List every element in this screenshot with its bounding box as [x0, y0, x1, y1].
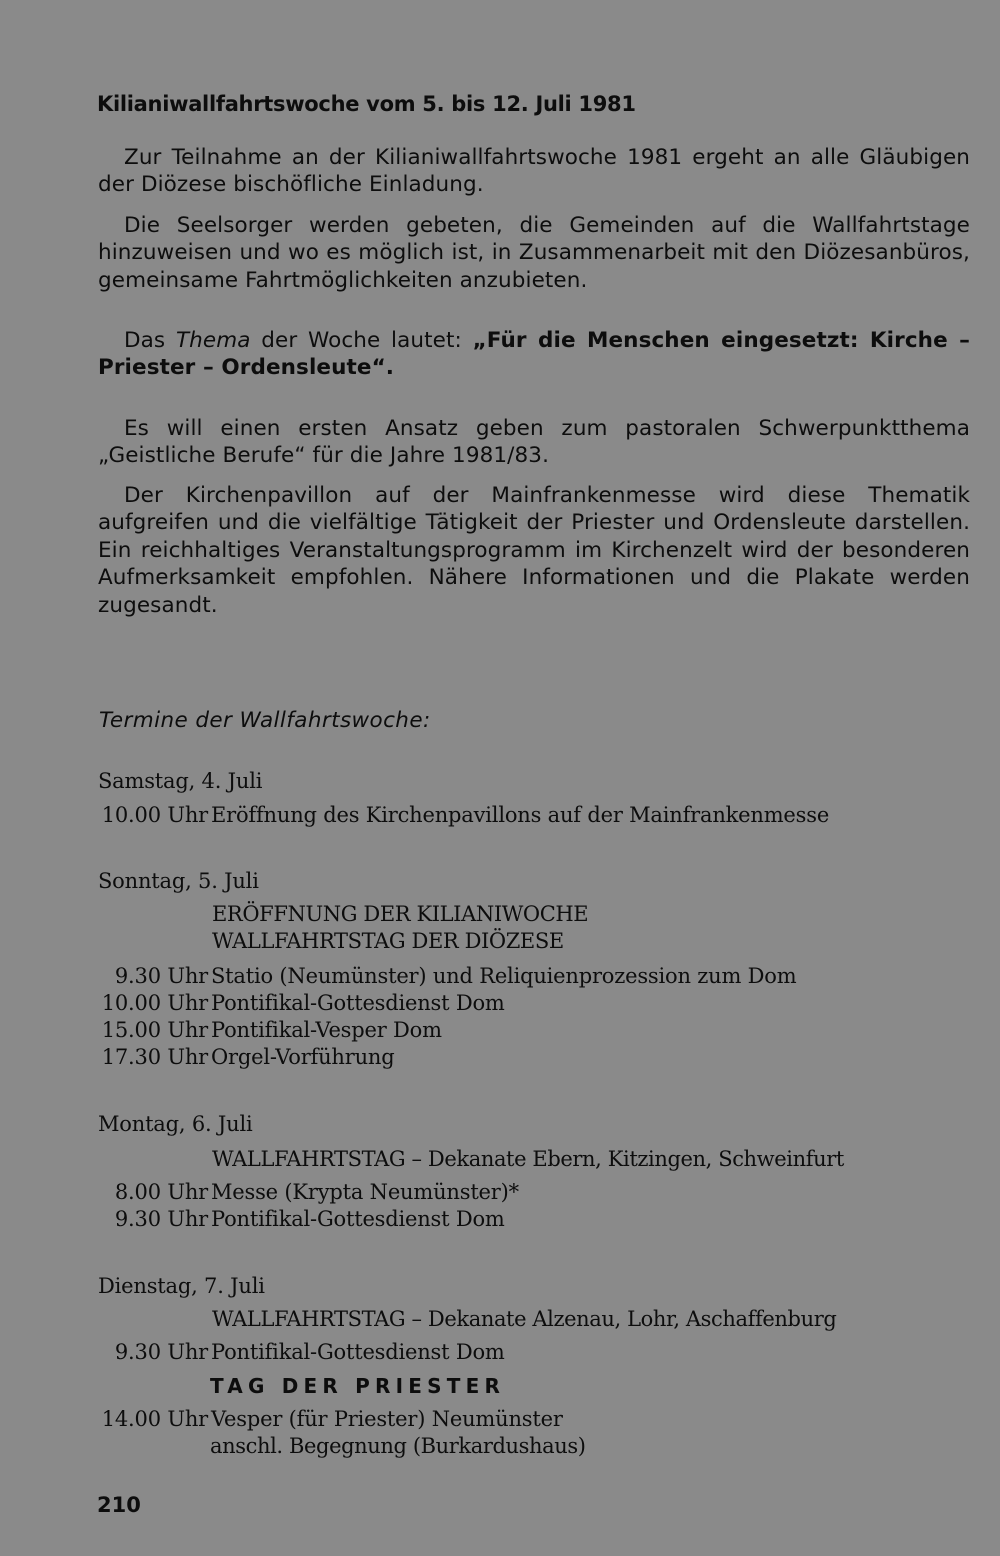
schedule-heading: Termine der Wallfahrtswoche: — [99, 708, 431, 733]
day-saturday: Samstag, 4. Juli — [98, 769, 263, 793]
event-text: Pontifikal-Gottesdienst Dom — [211, 991, 505, 1015]
paragraph-invitation: Zur Teilnahme an der Kilianiwallfahrtswoche 1981 ergeht an alle Gläubigen der Diözese bischöfliche Einladung. — [98, 145, 970, 198]
theme-mid-text: der Woche lautet: — [250, 328, 473, 353]
event-time: 10.00 Uhr — [101, 803, 208, 827]
day-monday: Montag, 6. Juli — [98, 1112, 253, 1136]
event-row — [98, 991, 505, 1015]
event-continuation: anschl. Begegnung (Burkardushaus) — [210, 1434, 586, 1458]
event-time: 10.00 Uhr — [101, 991, 208, 1015]
event-time: 8.00 Uhr — [114, 1180, 208, 1204]
event-text: Pontifikal-Gottesdienst Dom — [211, 1340, 505, 1364]
day-tuesday: Dienstag, 7. Juli — [98, 1274, 265, 1298]
paragraph-pavilion: Der Kirchenpavillon auf der Mainfrankenmesse wird diese Thematik aufgreifen und die vielfältige Tätigkeit der Priester und Ordensleute darstellen. Ein reichhaltiges Veranstaltungsprogramm im Kirchenzelt wird der besonderen Aufmerksamkeit empfohlen. Nähere Informationen und die Plakate werden zugesandt. — [98, 483, 970, 618]
event-row — [98, 1407, 563, 1431]
event-time: 17.30 Uhr — [101, 1045, 208, 1069]
event-row — [98, 803, 829, 827]
event-text: Pontifikal-Gottesdienst Dom — [211, 1207, 505, 1231]
event-text: Pontifikal-Vesper Dom — [211, 1018, 442, 1042]
event-row — [98, 1045, 394, 1069]
event-row — [98, 1018, 442, 1042]
event-time: 9.30 Uhr — [114, 1207, 208, 1231]
event-row — [98, 1180, 519, 1204]
event-time: 14.00 Uhr — [101, 1407, 208, 1431]
event-row — [98, 964, 796, 988]
event-row — [98, 1207, 505, 1231]
tuesday-caption: WALLFAHRTSTAG – Dekanate Alzenau, Lohr, Aschaffenburg — [212, 1307, 837, 1331]
document-title: Kilianiwallfahrtswoche vom 5. bis 12. Juli 1981 — [97, 92, 636, 116]
theme-word: Thema — [175, 328, 251, 353]
monday-caption: WALLFAHRTSTAG – Dekanate Ebern, Kitzingen, Schweinfurt — [212, 1147, 844, 1171]
sunday-caption-opening: ERÖFFNUNG DER KILIANIWOCHE — [212, 902, 589, 926]
paragraph-theme — [98, 327, 970, 382]
event-time: 9.30 Uhr — [114, 964, 208, 988]
event-text: Messe (Krypta Neumünster)* — [211, 1180, 519, 1204]
event-text: Statio (Neumünster) und Reliquienprozession zum Dom — [211, 964, 797, 988]
page-number: 210 — [97, 1493, 141, 1517]
event-text: Vesper (für Priester) Neumünster — [211, 1407, 563, 1431]
event-text: Eröffnung des Kirchenpavillons auf der Mainfrankenmesse — [211, 803, 830, 827]
paragraph-pastors: Die Seelsorger werden gebeten, die Gemeinden auf die Wallfahrtstage hinzuweisen und wo es möglich ist, in Zusammenarbeit mit den Diözesanbüros, gemeinsame Fahrtmöglichkeiten anzubieten. — [98, 213, 970, 293]
event-time: 9.30 Uhr — [114, 1340, 208, 1364]
day-sunday: Sonntag, 5. Juli — [98, 869, 259, 893]
event-text: Orgel-Vorführung — [211, 1045, 395, 1069]
event-row — [98, 1340, 505, 1364]
paragraph-focus: Es will einen ersten Ansatz geben zum pastoralen Schwerpunktthema „Geistliche Berufe“ für die Jahre 1981/83. — [98, 416, 970, 469]
theme-title: „Für die Menschen eingesetzt: Kirche – Priester – Ordensleute“. — [98, 328, 970, 381]
sunday-caption-pilgrimage: WALLFAHRTSTAG DER DIÖZESE — [212, 929, 564, 953]
event-time: 15.00 Uhr — [101, 1018, 208, 1042]
tuesday-caption-priests: TAG DER PRIESTER — [210, 1374, 506, 1398]
theme-intro-text: Das — [124, 328, 176, 353]
